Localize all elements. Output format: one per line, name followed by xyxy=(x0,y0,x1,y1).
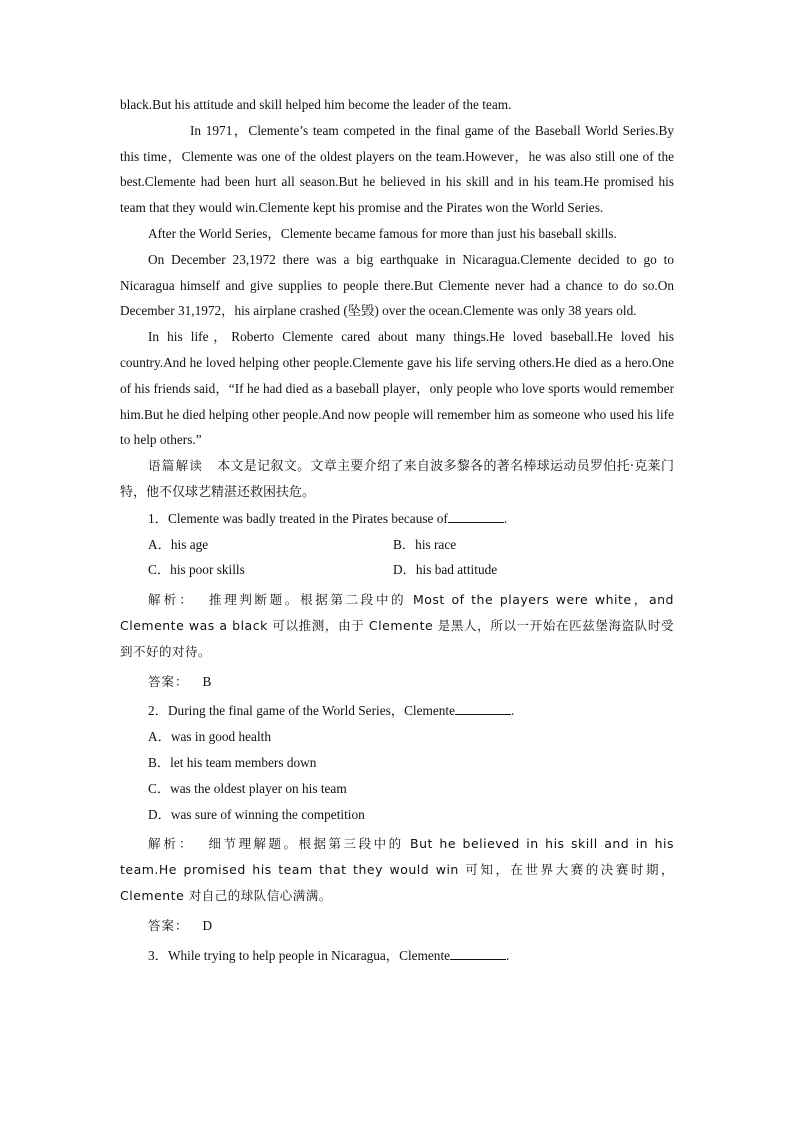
question-1-options-row-2 xyxy=(120,557,674,583)
question-3-end: . xyxy=(506,947,510,963)
question-2-explanation xyxy=(120,831,674,908)
question-1-answer xyxy=(120,669,674,695)
explanation-label: 解析： xyxy=(148,592,196,608)
passage-analysis xyxy=(120,453,674,506)
explanation-text: 推理判断题。根据第二段中的 Most of the players were white，and Clemente was a black 可以推测，由于 Clemente 是黑人，所以一开始在匹兹堡海盗队时受到不好的对待。 xyxy=(120,592,674,659)
passage-paragraph-4: On December 23,1972 there was a big earthquake in Nicaragua.Clemente decided to go to Nicaragua himself and give supplies to people there.But Clemente never had a chance to do so.On December 31,1972，his airplane crashed (坠毁) over the ocean.Clemente was only 38 years old. xyxy=(120,251,674,319)
passage-paragraph-1: black.But his attitude and skill helped him become the leader of the team. xyxy=(120,97,512,112)
question-1-explanation xyxy=(120,587,674,664)
option-c: C．was the oldest player on his team xyxy=(148,780,347,796)
option-b: B．his race xyxy=(393,536,457,552)
passage-paragraph-5: In his life，Roberto Clemente cared about many things.He loved baseball.He loved his country.And he loved helping other people.Clemente gave his life serving others.He died as a hero.One of his friends said，“If he had died as a baseball player，only people who love sports would remember him.But he died helping other people.And now people will remember him as someone who used his life to help others.” xyxy=(120,329,674,448)
question-1-options-row-1 xyxy=(120,532,674,558)
explanation-text: 细节理解题。根据第三段中的 But he believed in his skill and in his team.He promised his team that they would win 可知，在世界大赛的决赛时期，Clemente 对自己的球队信心满满。 xyxy=(120,836,674,903)
question-2-answer xyxy=(120,913,674,939)
answer-blank xyxy=(455,702,511,715)
question-2-text: 2．During the final game of the World Series，Clemente xyxy=(148,703,456,719)
option-d: D．his bad attitude xyxy=(393,562,498,578)
analysis-label: 语篇解读 xyxy=(148,458,204,474)
analysis-text: 本文是记叙文。文章主要介绍了来自波多黎各的著名棒球运动员罗伯托·克莱门特，他不仅球艺精湛还救困扶危。 xyxy=(120,459,674,500)
option-a: A．was in good health xyxy=(148,729,271,745)
passage-paragraph-2: In 1971，Clemente’s team competed in the final game of the Baseball World Series.By this time，Clemente was one of the oldest players on the team.However，he was also still one of the best.Clemente had been hurt all season.But he believed in his skill and in his team.He promised his team that they would win.Clemente kept his promise and the Pirates won the World Series. xyxy=(120,122,674,216)
question-1-end: . xyxy=(503,510,508,526)
answer-blank xyxy=(450,947,506,960)
question-1-stem xyxy=(120,506,674,532)
answer-label: 答案： xyxy=(148,673,189,689)
question-3-stem xyxy=(120,943,674,969)
passage-paragraph-3: After the World Series，Clemente became famous for more than just his baseball skills. xyxy=(148,225,617,241)
question-3-text: 3．While trying to help people in Nicaragua，Clemente xyxy=(148,947,451,963)
question-2-stem xyxy=(120,698,674,724)
explanation-label: 解析： xyxy=(148,836,195,852)
answer-value: D xyxy=(202,917,213,933)
answer-value: B xyxy=(202,673,212,689)
option-c: C．his poor skills xyxy=(148,562,245,578)
document-page xyxy=(120,92,674,968)
question-1-text: 1．Clemente was badly treated in the Pirates because of xyxy=(148,510,448,526)
option-a: A．his age xyxy=(148,536,209,552)
question-2-end: . xyxy=(511,703,515,719)
option-b: B．let his team members down xyxy=(148,754,317,770)
option-d: D．was sure of winning the competition xyxy=(148,806,365,822)
answer-label: 答案： xyxy=(148,917,189,933)
answer-blank xyxy=(448,510,504,523)
